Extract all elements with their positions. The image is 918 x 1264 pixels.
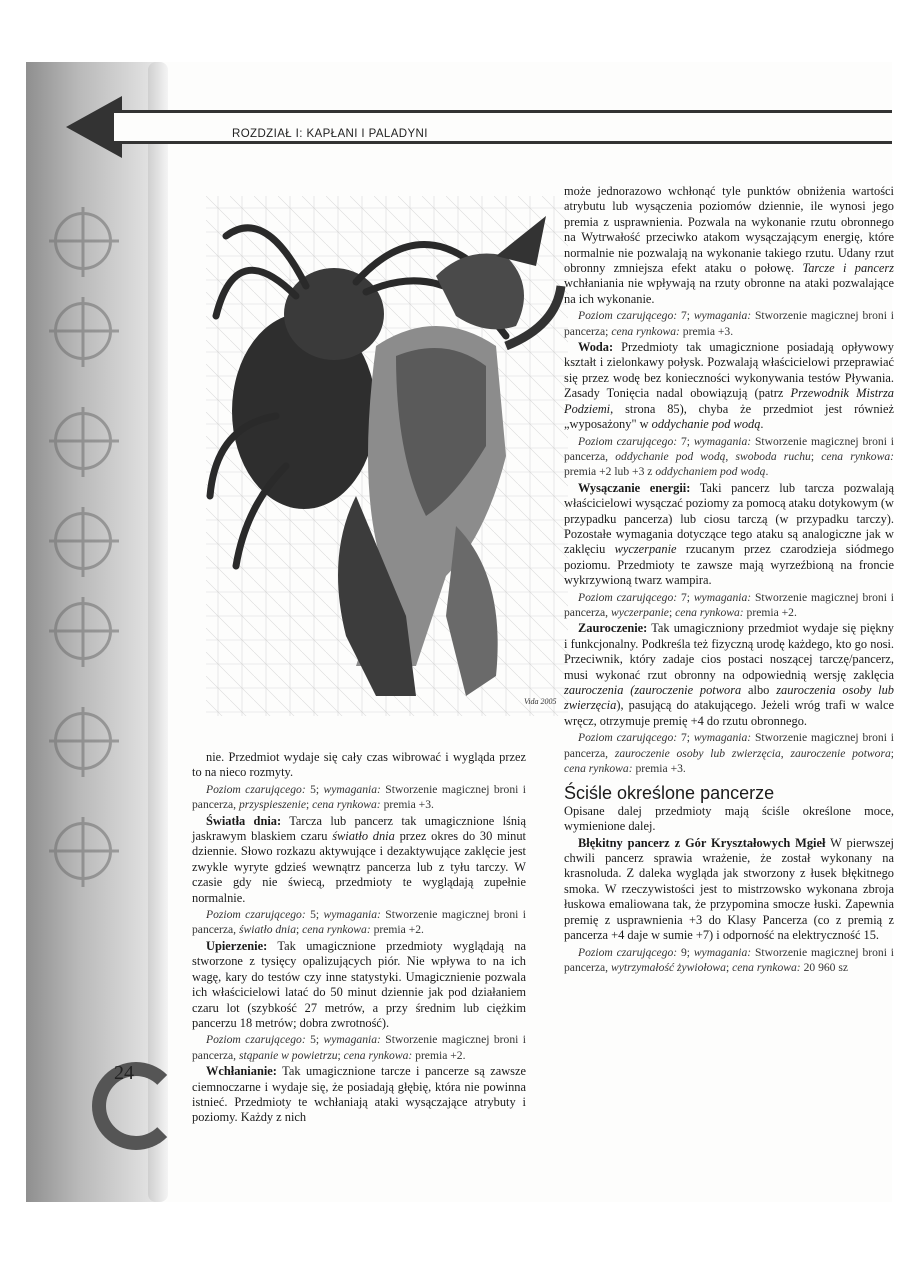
text-run: Poziom czarującego: — [206, 1033, 306, 1047]
body-paragraph — [192, 814, 526, 906]
right-text-column — [564, 184, 894, 976]
text-run: cena rynkowa: — [611, 324, 680, 338]
text-run: Stworzenie magicznej broni i pancerza; — [564, 309, 894, 338]
text-run: . — [765, 465, 769, 479]
text-run: Tak umagiczniony przedmiot wydaje się piękny i funkcjonalny. Podkreśla też fizyczną urodę każdego, kto go nosi. Przeciwnik, który zadaje cios postaci noszącej tarczę/pancerz, musi wykonać rzut obronny na odpowiednią wersję zaklęcia — [564, 621, 894, 682]
text-run: światło dnia — [332, 829, 395, 844]
text-run: cena rynkowa: — [564, 762, 633, 776]
text-run: Stworzenie magicznej broni i pancerza, — [564, 945, 894, 974]
stat-paragraph — [192, 1032, 526, 1063]
text-run: 5; — [305, 908, 324, 922]
text-run: wymagania: — [323, 782, 381, 796]
text-run: 7; — [677, 731, 694, 745]
text-run: Przewodnik Mistrza Podziemi — [564, 386, 894, 416]
text-run: premia +2 lub +3 z — [564, 465, 656, 479]
stat-paragraph — [192, 907, 526, 938]
text-run: oddychaniem pod wodą — [655, 465, 766, 479]
text-run: Tak umagicznione przedmioty wyglądają na stworzone z tysięcy opalizujących piór. Nie wpływa to na ich wagę, kary do testów czy inne statystyki. Umagicznienie pozwala ich właścicielowi latać do 50 minut dziennie jak pod działaniem czaru lot (szybkość 27 metrów, a przy średnim lub ciężkim pancerzu 18 metrów; dobra zwrotność). — [192, 938, 526, 1030]
text-run: wymagania: — [323, 1033, 381, 1047]
holy-symbol-icon — [54, 822, 112, 880]
text-run: wymagania: — [693, 945, 752, 959]
item-name: Błękitny pancerz z Gór Kryształowych Mgieł — [578, 835, 826, 850]
text-run: cena rynkowa: — [675, 605, 744, 619]
text-run: oddychanie pod wodą — [615, 449, 726, 463]
body-paragraph — [192, 1064, 526, 1126]
stat-paragraph — [564, 590, 894, 621]
text-run: 9; — [677, 945, 694, 959]
text-run: cena rynkowa: — [302, 923, 371, 937]
text-run: wymagania: — [693, 309, 752, 323]
text-run: 7; — [677, 309, 694, 323]
body-paragraph — [564, 184, 894, 307]
body-paragraph — [192, 939, 526, 1031]
text-run: przez okres do 30 minut dziennie. Słowo rozkazu aktywujące i dezaktywujące zaklęcie jest zwykle wyryte gdzieś wewnątrz pancerza lub z tyłu tarczy. W czasie gdy nie świecą, przedmioty te wyglądają zupełnie normalnie. — [192, 829, 527, 905]
item-name: Zauroczenie: — [578, 621, 648, 636]
text-run: albo — [741, 683, 777, 697]
holy-symbol-icon — [54, 212, 112, 270]
text-run: . — [760, 417, 764, 432]
body-paragraph — [564, 836, 894, 944]
text-run: Poziom czarującego: — [578, 434, 678, 448]
text-run: wchłaniania nie wpływają na rzuty obronne na ataki pozwalające na ich wykonanie. — [564, 276, 894, 306]
text-run: zauroczenia osoby lub zwierzęcia — [564, 683, 894, 713]
text-run: ; — [668, 605, 676, 619]
text-run: , strona 85), chyba że przedmiot jest również „wyposażony" w — [564, 401, 894, 432]
stat-paragraph — [564, 308, 894, 339]
spider-priest-illustration — [206, 196, 568, 716]
text-run: W pierwszej chwili pancerz sprawia wrażenie, że został wykonany na krasnoluda. Z daleka wygląda jak stworzony z łusek błękitnego smoka. W rzeczywistości jest to mistrzowsko wykonana zbroja łuskowa emaliowana tak, że przypomina smocze łuski. Zapewnia premię z usprawnienia +3 do Klasy Pancerza (co z premią z pancerza +4 daje w sumie +7) i odporność na elektryczność 15. — [564, 835, 895, 943]
text-run: rzucanym przez czarodzieja siódmego poziomu. Przedmioty te zawsze mają wyrzeźbioną na froncie wykrzywioną twarz wampira. — [564, 542, 894, 588]
text-run: premia +3. — [380, 798, 434, 812]
text-run: Poziom czarującego: — [206, 782, 306, 796]
arrow-shaft — [114, 110, 892, 144]
text-run: wymagania: — [693, 731, 752, 745]
text-run: Stworzenie magicznej broni i pancerza, — [192, 1033, 526, 1062]
page-number-frame — [92, 1062, 180, 1150]
text-run: , — [725, 449, 736, 463]
item-name: Upierzenie: — [206, 938, 268, 953]
body-paragraph — [564, 340, 894, 432]
text-run: premia +3. — [679, 324, 734, 338]
text-run: swoboda ruchu — [735, 449, 811, 463]
text-run: światło dnia — [238, 923, 296, 937]
body-paragraph — [564, 481, 894, 589]
text-run: 20 960 sz — [800, 960, 849, 974]
text-run: Taki pancerz lub tarcza pozwalają właścicielowi wysączać poziomy za pomocą ataku dotykowym (w przypadku pancerza) lub ciosu tarczą (w przypadku tarczy). Pozostałe wymagania dotyczące tego ataku są analogiczne jak w zaklęciu — [564, 480, 894, 557]
body-paragraph — [564, 804, 894, 835]
text-run: Poziom czarującego: — [578, 731, 678, 745]
text-run: Poziom czarującego: — [578, 309, 678, 323]
decorative-side-strip — [26, 62, 158, 1202]
text-run: premia +2. — [743, 605, 797, 619]
text-run: cena rynkowa: — [821, 449, 894, 463]
text-run: wymagania: — [693, 590, 752, 604]
holy-symbol-icon — [54, 412, 112, 470]
stat-paragraph — [564, 945, 894, 976]
text-run: ; — [296, 923, 303, 937]
item-name: Światła dnia: — [206, 813, 282, 828]
stat-paragraph — [564, 434, 894, 480]
text-run: Poziom czarującego: — [578, 945, 678, 959]
text-run: premia +3. — [632, 762, 686, 776]
text-run: 5; — [305, 1033, 324, 1047]
page-number: 24 — [114, 1062, 134, 1084]
text-run: zauroczenie osoby lub zwierzęcia — [614, 746, 781, 760]
chapter-arrow-banner — [66, 96, 892, 158]
text-run: Tarcze i pancerz — [802, 261, 895, 276]
strip-edge — [148, 62, 168, 1202]
text-run: Stworzenie magicznej broni i pancerza, — [564, 434, 894, 463]
text-run: Przedmioty tak umagicznione posiadają opływowy kształt i zielonkawy połysk. Pozwalają właścicielowi przeprawiać się przez wodę bez konieczności wykonywania testów Pływania. Zasady Tonięcia nadal obowiązują (patrz — [564, 340, 894, 401]
text-run: ; — [810, 449, 822, 463]
text-run: ; — [337, 1048, 344, 1062]
text-run: 7; — [677, 590, 694, 604]
holy-symbol-icon — [54, 712, 112, 770]
text-run: stąpanie w powietrzu — [238, 1048, 338, 1062]
text-run: ; — [890, 746, 895, 760]
stat-paragraph — [564, 730, 894, 776]
text-run: Poziom czarującego: — [578, 590, 678, 604]
item-name: Wysączanie energii: — [578, 480, 691, 495]
text-run: premia +2. — [370, 923, 424, 937]
text-run: Stworzenie magicznej broni i pancerza, — [192, 782, 526, 812]
text-run: wytrzymałość żywiołowa — [610, 960, 726, 974]
text-run: Stworzenie magicznej broni i pancerza, — [192, 908, 526, 937]
text-run: wymagania: — [693, 434, 752, 448]
book-page — [26, 62, 895, 1202]
text-run: ; — [305, 798, 313, 812]
text-run: Opisane dalej przedmioty mają ściśle określone moce, wymienione dalej. — [564, 803, 894, 834]
left-text-column — [192, 750, 526, 1127]
text-run: wyczerpanie — [614, 542, 677, 557]
body-paragraph — [192, 750, 526, 781]
text-run: Poziom czarującego: — [206, 908, 306, 922]
text-run: zauroczenie potwora — [790, 746, 891, 760]
text-run: Tarcza lub pancerz tak umagicznione lśnią jaskrawym blaskiem czaru — [192, 813, 526, 844]
body-paragraph — [564, 621, 894, 729]
holy-symbol-icon — [54, 602, 112, 660]
text-run: zauroczenia (zauroczenie potwora — [564, 683, 742, 697]
chapter-header: ROZDZIAŁ I: KAPŁANI I PALADYNI — [232, 128, 428, 140]
text-run: Tak umagicznione tarcze i pancerze są zawsze ciemnoczarne i wydaje się, że posiadają głębię, która nie powinna istnieć. Przedmioty te wchłaniają ataki wysączające atrybuty i poziomy. Każdy z nich — [192, 1064, 526, 1125]
text-run: cena rynkowa: — [732, 960, 801, 974]
stat-paragraph — [192, 782, 526, 813]
text-run: , — [780, 746, 791, 760]
section-heading — [564, 783, 894, 804]
text-run: cena rynkowa: — [343, 1048, 413, 1062]
text-run: wymagania: — [323, 908, 381, 922]
text-run: cena rynkowa: — [312, 798, 381, 812]
text-run: ; — [725, 960, 733, 974]
text-run: Ściśle określone pancerze — [564, 783, 775, 804]
text-run: Stworzenie magicznej broni i pancerza, — [564, 590, 894, 619]
text-run: może jednorazowo wchłonąć tyle punktów obniżenia wartości atrybutu lub wysączenia poziomów dziennie, ile wynosi jego premia z usprawnienia. Pozwala na wykonanie rzutu obronnego na Wytrwałość przeciwko atakom wysączającym energię, które normalnie nie pozwalają na wykonanie takiego rzutu. Udany rzut obronny zmniejsza efekt ataku o połowę. — [564, 184, 894, 276]
text-run: nie. Przedmiot wydaje się cały czas wibrować i wygląda przez to na nieco rozmyty. — [192, 750, 526, 780]
text-run: ), pasującą do atakującego. Jeżeli wróg trafi w walce wręcz, otrzymuje premię +4 do rzutu obronnego. — [564, 698, 894, 728]
holy-symbol-icon — [54, 302, 112, 360]
item-name: Wchłanianie: — [206, 1064, 277, 1079]
item-name: Woda: — [578, 340, 614, 355]
text-run: oddychanie pod wodą — [651, 417, 761, 432]
text-run: 5; — [305, 782, 324, 796]
text-run: 7; — [677, 434, 694, 448]
text-run: Stworzenie magicznej broni i pancerza, — [564, 731, 894, 760]
holy-symbol-icon — [54, 512, 112, 570]
text-run: premia +2. — [412, 1048, 466, 1062]
text-run: wyczerpanie — [610, 605, 669, 619]
page-number-ornament — [92, 1062, 180, 1150]
text-run: przyspieszenie — [238, 798, 306, 812]
illustration-signature: Vida 2005 — [524, 697, 557, 706]
